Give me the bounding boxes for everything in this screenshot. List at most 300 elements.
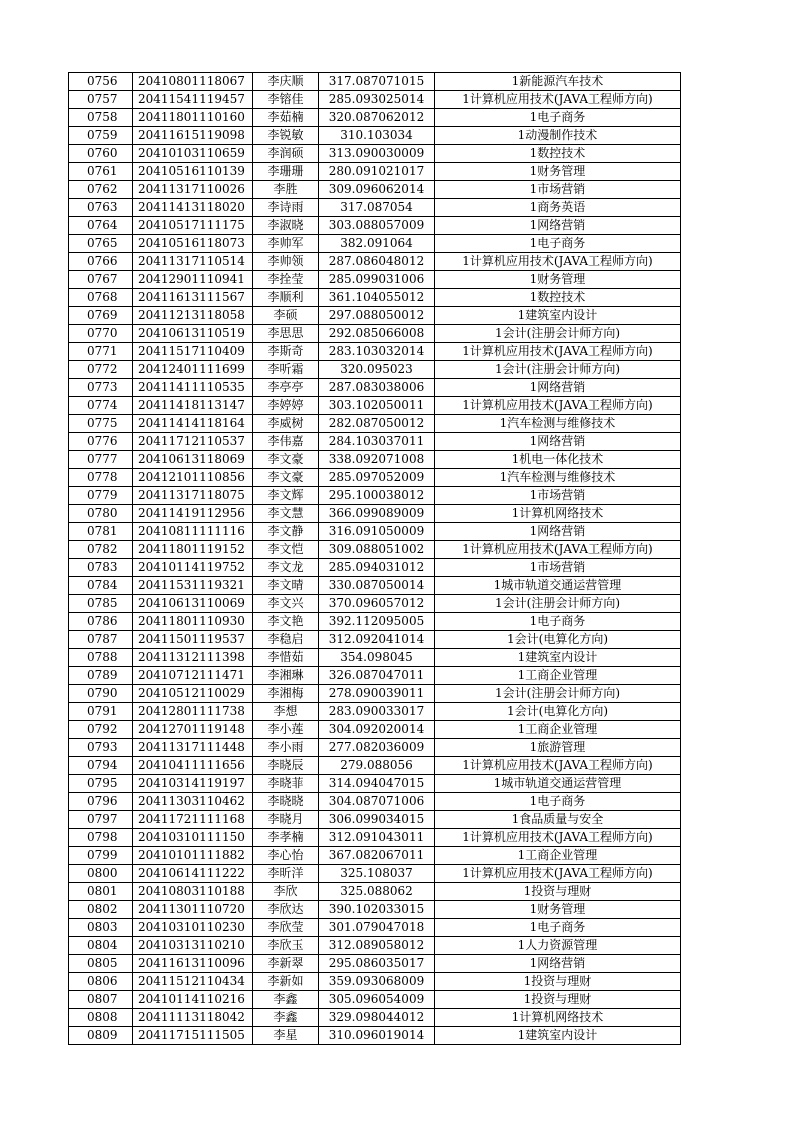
table-row: [69, 289, 681, 307]
name-cell: 李威树: [253, 415, 319, 433]
id-number-cell: 20410613118069: [133, 451, 253, 469]
major-cell: 1网络营销: [435, 217, 681, 235]
id-number-cell: 20411419112956: [133, 505, 253, 523]
major-cell: 1计算机应用技术(JAVA工程师方向): [435, 865, 681, 883]
table-row: [69, 235, 681, 253]
major-cell: 1电子商务: [435, 109, 681, 127]
name-cell: 李帅军: [253, 235, 319, 253]
table-row: [69, 973, 681, 991]
row-index-cell: 0800: [69, 865, 133, 883]
major-cell: 1电子商务: [435, 919, 681, 937]
id-number-cell: 20411418113147: [133, 397, 253, 415]
score-cell: 392.112095005: [319, 613, 435, 631]
row-index-cell: 0799: [69, 847, 133, 865]
major-cell: 1城市轨道交通运营管理: [435, 577, 681, 595]
name-cell: 李欣玉: [253, 937, 319, 955]
table-row: [69, 343, 681, 361]
row-index-cell: 0794: [69, 757, 133, 775]
table-row: [69, 451, 681, 469]
major-cell: 1工商企业管理: [435, 847, 681, 865]
major-cell: 1计算机应用技术(JAVA工程师方向): [435, 757, 681, 775]
row-index-cell: 0758: [69, 109, 133, 127]
table-row: [69, 271, 681, 289]
id-number-cell: 20410313110210: [133, 937, 253, 955]
score-cell: 325.088062: [319, 883, 435, 901]
id-number-cell: 20411801110930: [133, 613, 253, 631]
score-cell: 287.083038006: [319, 379, 435, 397]
name-cell: 李锐敏: [253, 127, 319, 145]
id-number-cell: 20410310111150: [133, 829, 253, 847]
table-row: [69, 613, 681, 631]
score-cell: 370.096057012: [319, 595, 435, 613]
major-cell: 1财务管理: [435, 901, 681, 919]
table-row: [69, 649, 681, 667]
score-cell: 316.091050009: [319, 523, 435, 541]
row-index-cell: 0785: [69, 595, 133, 613]
score-cell: 303.088057009: [319, 217, 435, 235]
row-index-cell: 0762: [69, 181, 133, 199]
id-number-cell: 20410101111882: [133, 847, 253, 865]
row-index-cell: 0802: [69, 901, 133, 919]
name-cell: 李文晴: [253, 577, 319, 595]
name-cell: 李镕佳: [253, 91, 319, 109]
score-table: [68, 72, 681, 1045]
row-index-cell: 0756: [69, 73, 133, 91]
row-index-cell: 0757: [69, 91, 133, 109]
major-cell: 1会计(注册会计师方向): [435, 685, 681, 703]
name-cell: 李淑晓: [253, 217, 319, 235]
major-cell: 1会计(注册会计师方向): [435, 325, 681, 343]
major-cell: 1建筑室内设计: [435, 1027, 681, 1045]
table-row: [69, 685, 681, 703]
table-row: [69, 991, 681, 1009]
score-cell: 295.086035017: [319, 955, 435, 973]
score-cell: 285.097052009: [319, 469, 435, 487]
name-cell: 李文恺: [253, 541, 319, 559]
row-index-cell: 0782: [69, 541, 133, 559]
major-cell: 1网络营销: [435, 379, 681, 397]
name-cell: 李小雨: [253, 739, 319, 757]
score-cell: 278.090039011: [319, 685, 435, 703]
id-number-cell: 20411801110160: [133, 109, 253, 127]
table-row: [69, 469, 681, 487]
score-cell: 277.082036009: [319, 739, 435, 757]
table-row: [69, 505, 681, 523]
table-row: [69, 433, 681, 451]
name-cell: 李文豪: [253, 469, 319, 487]
name-cell: 李文静: [253, 523, 319, 541]
table-row: [69, 217, 681, 235]
major-cell: 1工商企业管理: [435, 721, 681, 739]
major-cell: 1机电一体化技术: [435, 451, 681, 469]
major-cell: 1数控技术: [435, 145, 681, 163]
row-index-cell: 0801: [69, 883, 133, 901]
table-row: [69, 523, 681, 541]
name-cell: 李鑫: [253, 991, 319, 1009]
row-index-cell: 0773: [69, 379, 133, 397]
name-cell: 李润硕: [253, 145, 319, 163]
id-number-cell: 20410512110029: [133, 685, 253, 703]
major-cell: 1市场营销: [435, 487, 681, 505]
score-cell: 310.103034: [319, 127, 435, 145]
table-row: [69, 145, 681, 163]
score-cell: 367.082067011: [319, 847, 435, 865]
name-cell: 李斯奇: [253, 343, 319, 361]
major-cell: 1会计(注册会计师方向): [435, 361, 681, 379]
score-cell: 320.087062012: [319, 109, 435, 127]
row-index-cell: 0766: [69, 253, 133, 271]
row-index-cell: 0805: [69, 955, 133, 973]
id-number-cell: 20410314119197: [133, 775, 253, 793]
major-cell: 1投资与理财: [435, 883, 681, 901]
major-cell: 1计算机应用技术(JAVA工程师方向): [435, 541, 681, 559]
row-index-cell: 0790: [69, 685, 133, 703]
id-number-cell: 20410614111222: [133, 865, 253, 883]
name-cell: 李欣达: [253, 901, 319, 919]
table-row: [69, 487, 681, 505]
name-cell: 李珊珊: [253, 163, 319, 181]
name-cell: 李茹楠: [253, 109, 319, 127]
table-row: [69, 379, 681, 397]
table-row: [69, 811, 681, 829]
table-row: [69, 109, 681, 127]
row-index-cell: 0803: [69, 919, 133, 937]
score-table-body: [69, 73, 681, 1045]
row-index-cell: 0798: [69, 829, 133, 847]
major-cell: 1财务管理: [435, 271, 681, 289]
major-cell: 1数控技术: [435, 289, 681, 307]
id-number-cell: 20411512110434: [133, 973, 253, 991]
name-cell: 李稳启: [253, 631, 319, 649]
id-number-cell: 20411301110720: [133, 901, 253, 919]
name-cell: 李顺利: [253, 289, 319, 307]
name-cell: 李胜: [253, 181, 319, 199]
row-index-cell: 0809: [69, 1027, 133, 1045]
id-number-cell: 20410516118073: [133, 235, 253, 253]
score-cell: 303.102050011: [319, 397, 435, 415]
table-row: [69, 577, 681, 595]
id-number-cell: 20411312111398: [133, 649, 253, 667]
name-cell: 李孝楠: [253, 829, 319, 847]
id-number-cell: 20410114119752: [133, 559, 253, 577]
name-cell: 李亭亭: [253, 379, 319, 397]
id-number-cell: 20411712110537: [133, 433, 253, 451]
table-row: [69, 397, 681, 415]
name-cell: 李小莲: [253, 721, 319, 739]
score-cell: 312.092041014: [319, 631, 435, 649]
row-index-cell: 0796: [69, 793, 133, 811]
table-row: [69, 757, 681, 775]
table-row: [69, 901, 681, 919]
score-cell: 317.087071015: [319, 73, 435, 91]
major-cell: 1人力资源管理: [435, 937, 681, 955]
id-number-cell: 20412101110856: [133, 469, 253, 487]
name-cell: 李新如: [253, 973, 319, 991]
id-number-cell: 20411541119457: [133, 91, 253, 109]
id-number-cell: 20412801111738: [133, 703, 253, 721]
score-cell: 284.103037011: [319, 433, 435, 451]
id-number-cell: 20412401111699: [133, 361, 253, 379]
major-cell: 1计算机网络技术: [435, 505, 681, 523]
table-row: [69, 955, 681, 973]
id-number-cell: 20411615119098: [133, 127, 253, 145]
id-number-cell: 20411517110409: [133, 343, 253, 361]
name-cell: 李星: [253, 1027, 319, 1045]
score-cell: 306.099034015: [319, 811, 435, 829]
row-index-cell: 0768: [69, 289, 133, 307]
score-cell: 279.088056: [319, 757, 435, 775]
score-cell: 359.093068009: [319, 973, 435, 991]
name-cell: 李鑫: [253, 1009, 319, 1027]
row-index-cell: 0779: [69, 487, 133, 505]
name-cell: 李欣: [253, 883, 319, 901]
id-number-cell: 20410801118067: [133, 73, 253, 91]
table-row: [69, 829, 681, 847]
major-cell: 1网络营销: [435, 523, 681, 541]
table-row: [69, 883, 681, 901]
major-cell: 1投资与理财: [435, 991, 681, 1009]
major-cell: 1建筑室内设计: [435, 307, 681, 325]
name-cell: 李文兴: [253, 595, 319, 613]
major-cell: 1网络营销: [435, 955, 681, 973]
row-index-cell: 0797: [69, 811, 133, 829]
score-cell: 382.091064: [319, 235, 435, 253]
score-cell: 282.087050012: [319, 415, 435, 433]
score-cell: 330.087050014: [319, 577, 435, 595]
id-number-cell: 20412901110941: [133, 271, 253, 289]
id-number-cell: 20410411111656: [133, 757, 253, 775]
major-cell: 1电子商务: [435, 613, 681, 631]
major-cell: 1汽车检测与维修技术: [435, 415, 681, 433]
score-cell: 325.108037: [319, 865, 435, 883]
row-index-cell: 0807: [69, 991, 133, 1009]
score-cell: 320.095023: [319, 361, 435, 379]
row-index-cell: 0786: [69, 613, 133, 631]
table-row: [69, 91, 681, 109]
id-number-cell: 20411411110535: [133, 379, 253, 397]
score-cell: 287.086048012: [319, 253, 435, 271]
id-number-cell: 20411613111567: [133, 289, 253, 307]
name-cell: 李帅领: [253, 253, 319, 271]
major-cell: 1城市轨道交通运营管理: [435, 775, 681, 793]
score-cell: 292.085066008: [319, 325, 435, 343]
row-index-cell: 0776: [69, 433, 133, 451]
major-cell: 1商务英语: [435, 199, 681, 217]
name-cell: 李惜茹: [253, 649, 319, 667]
row-index-cell: 0769: [69, 307, 133, 325]
score-cell: 354.098045: [319, 649, 435, 667]
id-number-cell: 20410613110519: [133, 325, 253, 343]
row-index-cell: 0808: [69, 1009, 133, 1027]
row-index-cell: 0795: [69, 775, 133, 793]
row-index-cell: 0760: [69, 145, 133, 163]
major-cell: 1计算机应用技术(JAVA工程师方向): [435, 397, 681, 415]
row-index-cell: 0804: [69, 937, 133, 955]
score-cell: 283.090033017: [319, 703, 435, 721]
major-cell: 1动漫制作技术: [435, 127, 681, 145]
major-cell: 1市场营销: [435, 559, 681, 577]
id-number-cell: 20410712111471: [133, 667, 253, 685]
table-row: [69, 199, 681, 217]
id-number-cell: 20411213118058: [133, 307, 253, 325]
name-cell: 李庆顺: [253, 73, 319, 91]
name-cell: 李文豪: [253, 451, 319, 469]
major-cell: 1计算机网络技术: [435, 1009, 681, 1027]
score-cell: 305.096054009: [319, 991, 435, 1009]
row-index-cell: 0787: [69, 631, 133, 649]
row-index-cell: 0767: [69, 271, 133, 289]
row-index-cell: 0788: [69, 649, 133, 667]
row-index-cell: 0789: [69, 667, 133, 685]
id-number-cell: 20411317118075: [133, 487, 253, 505]
score-cell: 313.090030009: [319, 145, 435, 163]
table-row: [69, 127, 681, 145]
row-index-cell: 0774: [69, 397, 133, 415]
score-cell: 304.092020014: [319, 721, 435, 739]
name-cell: 李听霜: [253, 361, 319, 379]
score-cell: 390.102033015: [319, 901, 435, 919]
table-row: [69, 541, 681, 559]
score-cell: 297.088050012: [319, 307, 435, 325]
major-cell: 1会计(电算化方向): [435, 703, 681, 721]
table-row: [69, 721, 681, 739]
name-cell: 李婷婷: [253, 397, 319, 415]
score-cell: 312.089058012: [319, 937, 435, 955]
id-number-cell: 20411317110026: [133, 181, 253, 199]
table-row: [69, 775, 681, 793]
id-number-cell: 20410613110069: [133, 595, 253, 613]
major-cell: 1旅游管理: [435, 739, 681, 757]
name-cell: 李伟嘉: [253, 433, 319, 451]
major-cell: 1汽车检测与维修技术: [435, 469, 681, 487]
table-row: [69, 1027, 681, 1045]
name-cell: 李心怡: [253, 847, 319, 865]
major-cell: 1投资与理财: [435, 973, 681, 991]
row-index-cell: 0770: [69, 325, 133, 343]
name-cell: 李晓晓: [253, 793, 319, 811]
id-number-cell: 20411414118164: [133, 415, 253, 433]
score-cell: 283.103032014: [319, 343, 435, 361]
name-cell: 李文辉: [253, 487, 319, 505]
id-number-cell: 20411317110514: [133, 253, 253, 271]
id-number-cell: 20410516110139: [133, 163, 253, 181]
major-cell: 1电子商务: [435, 793, 681, 811]
major-cell: 1计算机应用技术(JAVA工程师方向): [435, 91, 681, 109]
name-cell: 李晓月: [253, 811, 319, 829]
row-index-cell: 0771: [69, 343, 133, 361]
table-row: [69, 181, 681, 199]
id-number-cell: 20411501119537: [133, 631, 253, 649]
table-row: [69, 631, 681, 649]
row-index-cell: 0791: [69, 703, 133, 721]
id-number-cell: 20411113118042: [133, 1009, 253, 1027]
row-index-cell: 0759: [69, 127, 133, 145]
name-cell: 李欣莹: [253, 919, 319, 937]
score-cell: 317.087054: [319, 199, 435, 217]
table-row: [69, 1009, 681, 1027]
major-cell: 1计算机应用技术(JAVA工程师方向): [435, 253, 681, 271]
name-cell: 李诗雨: [253, 199, 319, 217]
id-number-cell: 20411613110096: [133, 955, 253, 973]
score-cell: 285.099031006: [319, 271, 435, 289]
id-number-cell: 20411721111168: [133, 811, 253, 829]
score-cell: 304.087071006: [319, 793, 435, 811]
row-index-cell: 0764: [69, 217, 133, 235]
major-cell: 1食品质量与安全: [435, 811, 681, 829]
score-cell: 295.100038012: [319, 487, 435, 505]
table-row: [69, 559, 681, 577]
table-row: [69, 919, 681, 937]
name-cell: 李湘梅: [253, 685, 319, 703]
table-row: [69, 595, 681, 613]
row-index-cell: 0772: [69, 361, 133, 379]
name-cell: 李思思: [253, 325, 319, 343]
score-cell: 326.087047011: [319, 667, 435, 685]
id-number-cell: 20410803110188: [133, 883, 253, 901]
id-number-cell: 20411801119152: [133, 541, 253, 559]
id-number-cell: 20411317111448: [133, 739, 253, 757]
score-cell: 285.093025014: [319, 91, 435, 109]
name-cell: 李拴莹: [253, 271, 319, 289]
row-index-cell: 0792: [69, 721, 133, 739]
name-cell: 李文艳: [253, 613, 319, 631]
table-row: [69, 361, 681, 379]
major-cell: 1财务管理: [435, 163, 681, 181]
row-index-cell: 0777: [69, 451, 133, 469]
name-cell: 李晓菲: [253, 775, 319, 793]
table-row: [69, 865, 681, 883]
id-number-cell: 20410811111116: [133, 523, 253, 541]
name-cell: 李硕: [253, 307, 319, 325]
id-number-cell: 20411303110462: [133, 793, 253, 811]
score-cell: 329.098044012: [319, 1009, 435, 1027]
score-cell: 309.088051002: [319, 541, 435, 559]
table-row: [69, 847, 681, 865]
name-cell: 李文慧: [253, 505, 319, 523]
id-number-cell: 20410310110230: [133, 919, 253, 937]
table-row: [69, 415, 681, 433]
row-index-cell: 0778: [69, 469, 133, 487]
score-cell: 361.104055012: [319, 289, 435, 307]
row-index-cell: 0793: [69, 739, 133, 757]
table-row: [69, 739, 681, 757]
id-number-cell: 20411531119321: [133, 577, 253, 595]
score-cell: 309.096062014: [319, 181, 435, 199]
table-row: [69, 253, 681, 271]
table-row: [69, 703, 681, 721]
score-cell: 301.079047018: [319, 919, 435, 937]
major-cell: 1工商企业管理: [435, 667, 681, 685]
id-number-cell: 20410103110659: [133, 145, 253, 163]
name-cell: 李湘琳: [253, 667, 319, 685]
major-cell: 1网络营销: [435, 433, 681, 451]
score-cell: 366.099089009: [319, 505, 435, 523]
major-cell: 1市场营销: [435, 181, 681, 199]
row-index-cell: 0806: [69, 973, 133, 991]
major-cell: 1电子商务: [435, 235, 681, 253]
major-cell: 1新能源汽车技术: [435, 73, 681, 91]
score-cell: 280.091021017: [319, 163, 435, 181]
score-cell: 312.091043011: [319, 829, 435, 847]
id-number-cell: 20411413118020: [133, 199, 253, 217]
name-cell: 李昕洋: [253, 865, 319, 883]
row-index-cell: 0761: [69, 163, 133, 181]
table-row: [69, 667, 681, 685]
name-cell: 李文龙: [253, 559, 319, 577]
row-index-cell: 0763: [69, 199, 133, 217]
row-index-cell: 0765: [69, 235, 133, 253]
table-row: [69, 307, 681, 325]
